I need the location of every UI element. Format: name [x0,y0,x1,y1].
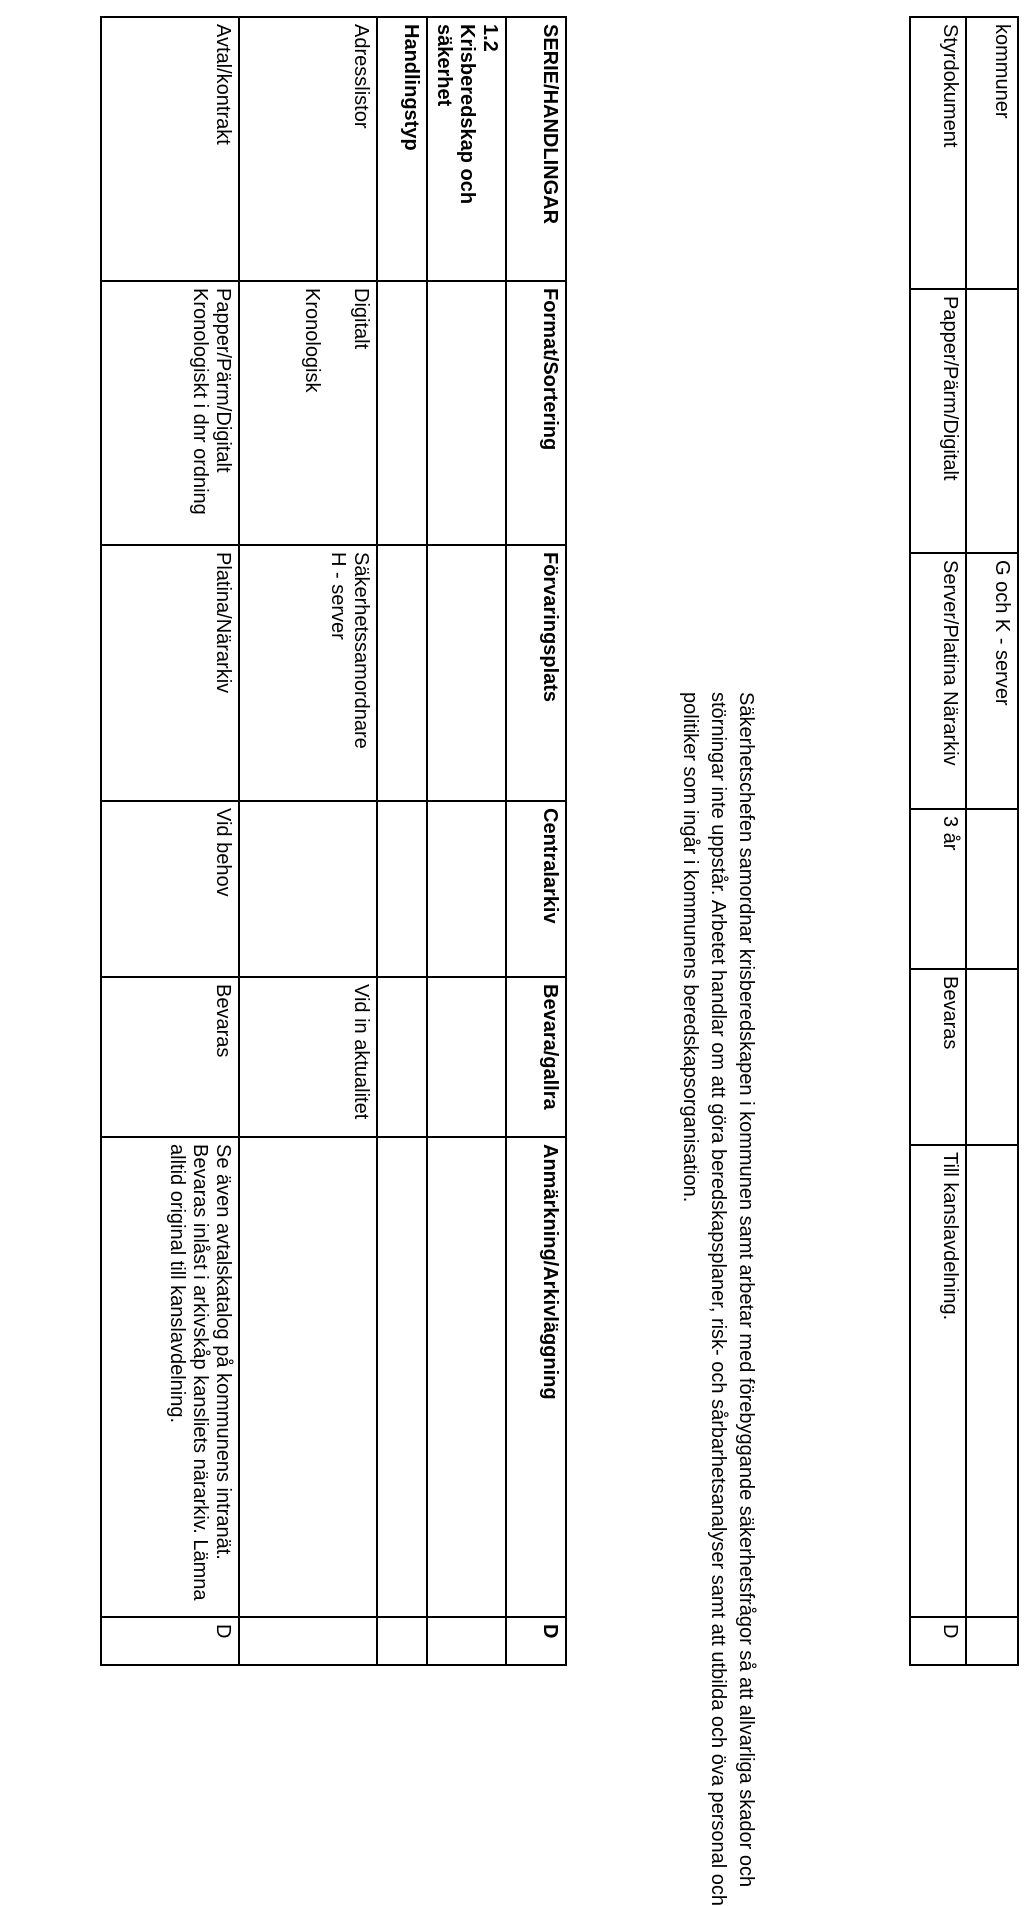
empty-cell [427,801,506,977]
header-note: Anmärkning/Arkivläggning [506,1137,566,1617]
header-location: Förvaringsplats [506,545,566,801]
description-line: Säkerhetschefen samordnar krisberedskapen i kommunen samt arbetar med förebyggande säkerhetsfrågor så att allvarliga skador och [735,692,757,1888]
table-row [101,17,239,1665]
cell-location: Server/Platina Närarkiv [910,553,966,809]
subheader-handlingstyp: Handlingstyp [377,17,427,281]
section-row [427,17,506,1665]
subheader-row [377,17,427,1665]
cell-central [966,809,1018,969]
cell-d [239,1617,377,1665]
records-table [100,16,567,1666]
cell-format: Papper/Pärm/Digitalt [910,289,966,553]
empty-cell [427,977,506,1137]
cell-central: 3 år [910,809,966,969]
cell-retention [966,969,1018,1145]
cell-series: kommuner [966,17,1018,289]
cell-note [966,1145,1018,1617]
section-cell [427,17,506,281]
table-row [239,17,377,1665]
cell-series: Adresslistor [239,17,377,281]
empty-cell [377,545,427,801]
empty-cell [427,545,506,801]
empty-cell [377,1617,427,1665]
description-line: politiker som ingår i kommunens beredskapsorganisation. [679,692,701,1203]
section-description [676,692,760,1906]
table-row [910,17,966,1665]
cell-d: D [910,1617,966,1665]
cell-format [966,289,1018,553]
empty-cell [427,1617,506,1665]
cell-central [239,801,377,977]
empty-cell [377,977,427,1137]
cell-series: Avtal/kontrakt [101,17,239,281]
empty-cell [377,801,427,977]
cell-d [966,1617,1018,1665]
format-line: Kronologisk [301,288,323,393]
header-serie: SERIE/HANDLINGAR [506,17,566,281]
empty-cell [427,1137,506,1617]
empty-cell [427,281,506,545]
header-d: D [506,1617,566,1665]
cell-series: Styrdokument [910,17,966,289]
previous-section-table [909,16,1019,1666]
empty-cell [377,281,427,545]
cell-d: D [101,1617,239,1665]
cell-retention: Bevaras [910,969,966,1145]
header-central: Centralarkiv [506,801,566,977]
description-line: störningar inte uppstår. Arbetet handlar om att göra beredskapsplaner, risk- och sårbarhetsanalyser samt att utbilda och öva personal och [707,692,729,1906]
cell-retention: Vid in aktualitet [239,977,377,1137]
cell-central: Vid behov [101,801,239,977]
location-line: H - server [327,552,349,640]
location-line: Säkerhetssamordnare [350,552,372,749]
section-number: 1.2 [479,24,501,52]
cell-note: Till kanslavdelning. [910,1145,966,1617]
format-line: Digitalt [350,288,372,350]
cell-location [239,545,377,801]
empty-cell [377,1137,427,1617]
header-format: Format/Sortering [506,281,566,545]
cell-note: Se även avtalskatalog på kommunens intranät. Bevaras inlåst i arkivskåp kansliets närarkiv. Lämna alltid original till kanslavdelning. [101,1137,239,1617]
cell-note [239,1137,377,1617]
cell-format [239,281,377,545]
cell-retention: Bevaras [101,977,239,1137]
cell-location: G och K - server [966,553,1018,809]
table-header-row [506,17,566,1665]
section-title: Krisberedskap och säkerhet [433,24,478,205]
cell-format: Papper/Pärm/Digitalt Kronologiskt i dnr ordning [101,281,239,545]
table-row [966,17,1018,1665]
header-retention: Bevara/gallra [506,977,566,1137]
cell-location: Platina/Närarkiv [101,545,239,801]
